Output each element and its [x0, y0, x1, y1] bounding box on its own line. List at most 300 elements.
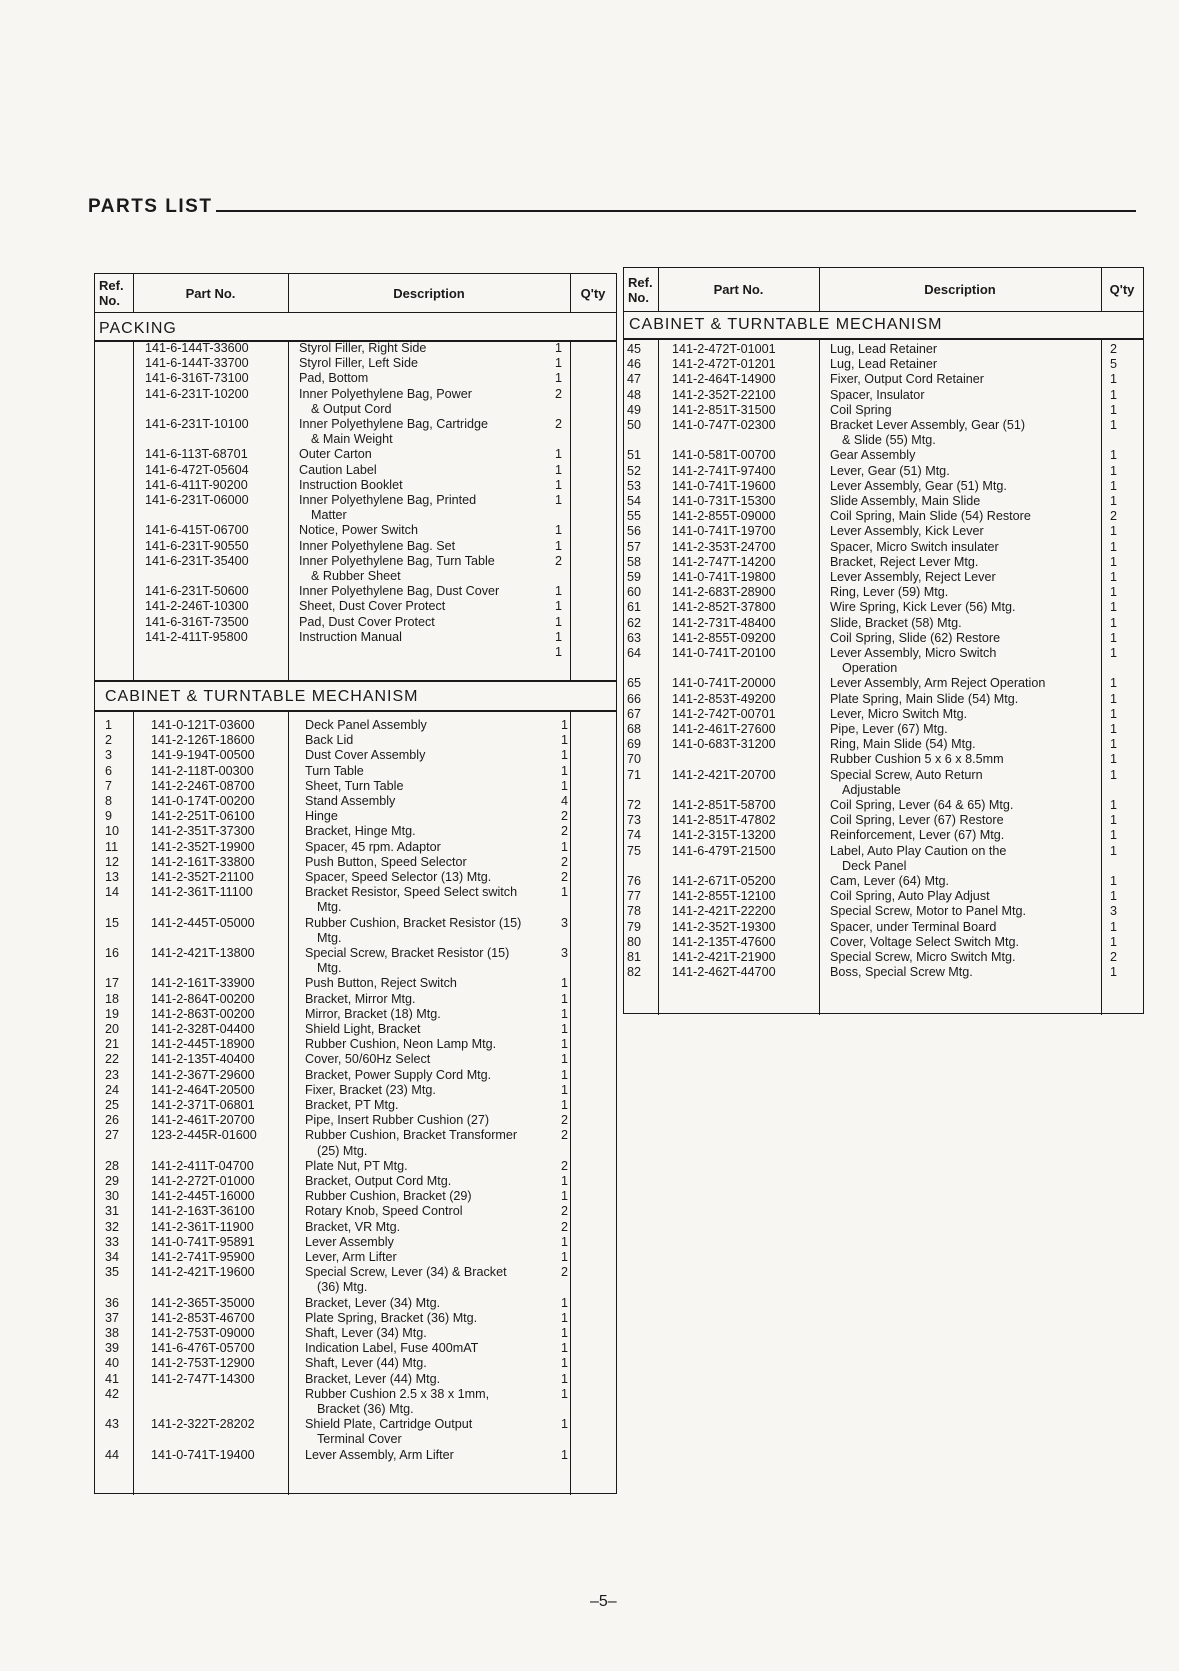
- description: Special Screw, Motor to Panel Mtg.: [830, 904, 1026, 919]
- qty: 1: [555, 447, 563, 462]
- qty: 2: [555, 417, 563, 431]
- divider: [819, 268, 820, 311]
- part-no: 141-6-144T-33700: [145, 356, 249, 371]
- part-no: 141-2-855T-09200: [672, 630, 776, 645]
- part-no: 141-2-853T-46700: [151, 1310, 255, 1325]
- description: Pipe, Insert Rubber Cushion (27): [305, 1113, 490, 1128]
- description: Back Lid: [305, 733, 354, 748]
- qty: 1: [1110, 919, 1118, 934]
- ref-no: 46: [627, 357, 642, 372]
- table-row: [95, 1387, 616, 1402]
- qty: 1: [561, 1447, 569, 1462]
- part-no: 141-2-851T-31500: [672, 402, 776, 417]
- qty: 1: [561, 1341, 569, 1356]
- ref-no: 70: [627, 752, 642, 767]
- part-no: 141-0-741T-19700: [672, 524, 776, 539]
- table-row: [95, 402, 616, 417]
- part-no: 141-2-161T-33900: [151, 976, 255, 991]
- part-no: 141-2-351T-37300: [151, 824, 255, 839]
- part-no: 141-2-361T-11100: [151, 885, 253, 900]
- part-no: 141-2-161T-33800: [151, 854, 255, 869]
- divider: [288, 274, 289, 312]
- part-no: 141-2-315T-13200: [672, 828, 776, 843]
- description: Spacer, Micro Switch insulater: [830, 539, 999, 554]
- part-no: 141-2-246T-08700: [151, 778, 255, 793]
- ref-no: 82: [627, 965, 642, 980]
- ref-no: 66: [627, 691, 642, 706]
- table-row: [95, 432, 616, 447]
- qty: 1: [1110, 691, 1118, 706]
- ref-no: 54: [627, 494, 642, 508]
- qty: 2: [1110, 950, 1118, 964]
- section-title-cabinet-right: CABINET & TURNTABLE MECHANISM: [629, 316, 943, 333]
- ref-no: 45: [627, 342, 642, 356]
- ref-no: 48: [627, 387, 642, 402]
- part-no: 141-2-445T-05000: [151, 915, 255, 930]
- ref-no: 64: [627, 646, 642, 660]
- qty: 1: [561, 1250, 569, 1264]
- ref-no: 71: [627, 767, 642, 782]
- page-number: –5–: [590, 1593, 617, 1610]
- table-row: [95, 976, 616, 991]
- description: Bracket, Output Cord Mtg.: [305, 1174, 452, 1188]
- part-no: 141-2-461T-20700: [151, 1113, 255, 1128]
- table-row: [95, 1356, 616, 1371]
- qty: 1: [1110, 570, 1118, 584]
- table-row: [95, 1007, 616, 1022]
- table-row: [624, 342, 1143, 357]
- part-no: 141-2-251T-06100: [151, 809, 255, 824]
- table-row: [95, 885, 616, 900]
- part-no: 141-2-135T-47600: [672, 934, 776, 949]
- part-no: 141-2-246T-10300: [145, 599, 249, 614]
- ref-no: 55: [627, 509, 642, 524]
- table-row: [95, 1311, 616, 1326]
- ref-no: 7: [105, 778, 113, 793]
- qty: 1: [1110, 646, 1118, 660]
- table-row: [95, 946, 616, 961]
- ref-no: 15: [105, 915, 120, 930]
- table-row: [95, 1098, 616, 1113]
- divider: [570, 274, 571, 312]
- description: Bracket, Reject Lever Mtg.: [830, 554, 979, 569]
- qty: 2: [555, 553, 563, 568]
- ref-no: 30: [105, 1189, 120, 1204]
- qty: 1: [1110, 418, 1118, 432]
- table-row: [624, 372, 1143, 387]
- description: Inner Polyethylene Bag, Power: [299, 386, 472, 401]
- qty: 1: [561, 1098, 569, 1112]
- qty: 1: [555, 477, 563, 492]
- qty: 1: [561, 1006, 569, 1021]
- qty: 1: [555, 538, 563, 553]
- part-no: 141-0-731T-15300: [672, 494, 776, 508]
- qty: 3: [561, 915, 569, 930]
- table-row: [95, 1068, 616, 1083]
- table-row: [95, 1296, 616, 1311]
- qty: 1: [561, 885, 569, 900]
- part-no: 141-6-479T-21500: [672, 843, 776, 858]
- header-description: Description: [924, 282, 996, 297]
- description: Ring, Lever (59) Mtg.: [830, 585, 949, 600]
- qty: 1: [555, 584, 563, 599]
- qty: 1: [1110, 463, 1118, 478]
- ref-no: 29: [105, 1174, 120, 1188]
- description: (36) Mtg.: [317, 1280, 368, 1295]
- qty: 2: [561, 1158, 569, 1173]
- qty: 1: [561, 1037, 569, 1052]
- part-no: 141-2-864T-00200: [151, 991, 255, 1006]
- table-row: [624, 540, 1143, 555]
- description: Lever, Micro Switch Mtg.: [830, 706, 968, 721]
- part-no: 141-2-411T-04700: [151, 1158, 254, 1173]
- part-no: 141-0-741T-19800: [672, 570, 776, 584]
- description: Styrol Filler, Right Side: [299, 341, 427, 355]
- qty: 3: [561, 946, 569, 960]
- table-row: [624, 448, 1143, 463]
- table-row: [95, 733, 616, 748]
- part-no: 141-2-118T-00300: [151, 763, 254, 778]
- description: Lever Assembly, Gear (51) Mtg.: [830, 478, 1007, 493]
- table-row: [624, 828, 1143, 843]
- part-no: 141-6-411T-90200: [145, 477, 248, 492]
- ref-no: 26: [105, 1113, 120, 1128]
- description: Push Button, Reject Switch: [305, 976, 457, 991]
- ref-no: 18: [105, 991, 120, 1006]
- description: Turn Table: [305, 763, 364, 778]
- ref-no: 27: [105, 1128, 120, 1143]
- description: Instruction Manual: [299, 629, 402, 644]
- table-row: [95, 1083, 616, 1098]
- ref-no: 9: [105, 809, 113, 824]
- description: Lever Assembly, Arm Lifter: [305, 1447, 454, 1462]
- ref-no: 12: [105, 854, 120, 869]
- description: Rubber Cushion 5 x 6 x 8.5mm: [830, 752, 1004, 767]
- description: Lug, Lead Retainer: [830, 357, 938, 372]
- ref-no: 43: [105, 1417, 120, 1432]
- table-row: [95, 718, 616, 733]
- description: Boss, Special Screw Mtg.: [830, 965, 973, 980]
- description: Sheet, Turn Table: [305, 778, 404, 793]
- ref-no: 61: [627, 600, 642, 615]
- table-row: [624, 737, 1143, 752]
- part-no: 141-6-231T-10100: [145, 417, 249, 431]
- qty: 1: [561, 1082, 569, 1097]
- description: Lever, Arm Lifter: [305, 1250, 397, 1264]
- part-no: 141-6-316T-73100: [145, 371, 249, 386]
- description: Inner Polyethylene Bag. Set: [299, 538, 456, 553]
- part-no: 141-0-741T-19400: [151, 1447, 255, 1462]
- part-no: 141-2-851T-58700: [672, 798, 776, 812]
- qty: 1: [1110, 722, 1118, 736]
- ref-no: 67: [627, 706, 642, 721]
- qty: 2: [561, 854, 569, 869]
- header-ref-line1: Ref.: [99, 278, 124, 293]
- description: Cover, 50/60Hz Select: [305, 1052, 431, 1067]
- part-no: 141-2-741T-97400: [672, 463, 776, 478]
- description: Special Screw, Lever (34) & Bracket: [305, 1265, 507, 1280]
- part-no: 141-6-316T-73500: [145, 614, 249, 629]
- description: Shaft, Lever (44) Mtg.: [305, 1356, 427, 1371]
- ref-no: 79: [627, 919, 642, 934]
- description: Fixer, Bracket (23) Mtg.: [305, 1082, 436, 1097]
- table-row: [95, 794, 616, 809]
- description: Plate Nut, PT Mtg.: [305, 1158, 408, 1173]
- description: Gear Assembly: [830, 448, 916, 463]
- table-row: [95, 371, 616, 386]
- ref-no: 38: [105, 1326, 120, 1340]
- table-row: [95, 584, 616, 599]
- ref-no: 28: [105, 1158, 120, 1173]
- ref-no: 6: [105, 763, 113, 778]
- table-row: [95, 992, 616, 1007]
- table-row: [624, 889, 1143, 904]
- ref-no: 59: [627, 570, 642, 584]
- description: Inner Polyethylene Bag, Printed: [299, 493, 477, 507]
- ref-no: 3: [105, 748, 113, 763]
- description: Rubber Cushion, Bracket (29): [305, 1189, 472, 1204]
- qty: 1: [1110, 402, 1118, 417]
- qty: 1: [555, 645, 563, 659]
- table-row: [95, 508, 616, 523]
- table-header: [95, 274, 616, 313]
- qty: 1: [1110, 372, 1118, 387]
- table-row: [624, 965, 1143, 980]
- qty: 1: [561, 733, 569, 748]
- table-row: [624, 433, 1143, 448]
- table-row: [95, 870, 616, 885]
- qty: 1: [561, 1356, 569, 1371]
- table-row: [95, 447, 616, 462]
- part-no: 141-2-361T-11900: [151, 1219, 254, 1234]
- description: Instruction Booklet: [299, 477, 403, 492]
- ref-no: 62: [627, 615, 642, 630]
- description: Spacer, under Terminal Board: [830, 919, 997, 934]
- part-no: 141-2-352T-22100: [672, 387, 776, 402]
- table-row: [95, 1326, 616, 1341]
- part-no: 141-0-741T-19600: [672, 478, 776, 493]
- description: Inner Polyethylene Bag, Turn Table: [299, 553, 495, 568]
- table-row: [624, 646, 1143, 661]
- description: Hinge: [305, 809, 338, 824]
- table-row: [95, 779, 616, 794]
- part-no: 141-2-462T-44700: [672, 965, 776, 980]
- table-row: [95, 493, 616, 508]
- qty: 1: [1110, 494, 1118, 508]
- description: Bracket (36) Mtg.: [317, 1402, 414, 1416]
- table-row: [624, 752, 1143, 767]
- description: Mtg.: [317, 900, 342, 915]
- ref-no: 75: [627, 843, 642, 858]
- description: Sheet, Dust Cover Protect: [299, 599, 446, 614]
- table-row: [624, 585, 1143, 600]
- table-row: [95, 387, 616, 402]
- part-no: 141-0-581T-00700: [672, 448, 776, 463]
- part-no: 141-2-472T-01201: [672, 357, 776, 372]
- ref-no: 81: [627, 950, 642, 964]
- part-no: 141-2-852T-37800: [672, 600, 776, 615]
- ref-no: 50: [627, 418, 642, 432]
- table-row: [95, 1265, 616, 1280]
- qty: 1: [561, 976, 569, 991]
- ref-no: 24: [105, 1082, 120, 1097]
- ref-no: 60: [627, 585, 642, 600]
- part-no: 141-2-731T-48400: [672, 615, 776, 630]
- part-no: 141-2-445T-16000: [151, 1189, 255, 1204]
- table-row: [95, 961, 616, 976]
- qty: 1: [561, 1174, 569, 1188]
- part-no: 141-2-753T-09000: [151, 1326, 255, 1340]
- header-qty: Q'ty: [1109, 282, 1135, 297]
- table-row: [95, 1220, 616, 1235]
- ref-no: 11: [105, 839, 119, 854]
- table-row: [95, 463, 616, 478]
- header-description: Description: [393, 285, 465, 301]
- description: Fixer, Output Cord Retainer: [830, 372, 984, 387]
- part-no: 141-2-464T-20500: [151, 1082, 255, 1097]
- qty: 1: [561, 1326, 569, 1340]
- table-row: [624, 783, 1143, 798]
- part-no: 141-6-415T-06700: [145, 523, 249, 538]
- table-row: [95, 1159, 616, 1174]
- table-row: [95, 748, 616, 763]
- description: Cover, Voltage Select Switch Mtg.: [830, 934, 1019, 949]
- description: Shield Light, Bracket: [305, 1022, 421, 1036]
- divider: [624, 338, 1143, 340]
- qty: 1: [1110, 767, 1118, 782]
- qty: 1: [555, 493, 563, 507]
- description: Bracket Resistor, Speed Select switch: [305, 885, 518, 900]
- qty: 4: [561, 794, 569, 808]
- table-row: [624, 661, 1143, 676]
- qty: 1: [1110, 524, 1118, 539]
- description: Rubber Cushion 2.5 x 38 x 1mm,: [305, 1386, 490, 1401]
- ref-no: 42: [105, 1386, 120, 1401]
- header-qty: Q'ty: [580, 285, 606, 301]
- description: Slide Assembly, Main Slide: [830, 494, 981, 508]
- part-no: 123-2-445R-01600: [151, 1128, 257, 1143]
- table-row: [95, 599, 616, 614]
- part-no: 141-2-272T-01000: [151, 1174, 255, 1188]
- description: Coil Spring: [830, 402, 892, 417]
- description: & Main Weight: [311, 432, 393, 447]
- ref-no: 17: [105, 976, 120, 991]
- description: Lever Assembly, Kick Lever: [830, 524, 984, 539]
- ref-no: 23: [105, 1067, 120, 1082]
- description: Bracket, Power Supply Cord Mtg.: [305, 1067, 492, 1082]
- qty: 1: [561, 1052, 569, 1067]
- description: Matter: [311, 508, 347, 523]
- table-row: [95, 1402, 616, 1417]
- ref-no: 69: [627, 737, 642, 752]
- ref-no: 14: [105, 885, 120, 900]
- part-no: 141-2-328T-04400: [151, 1022, 255, 1036]
- part-no: 141-2-853T-49200: [672, 691, 776, 706]
- part-no: 141-2-855T-09000: [672, 509, 776, 524]
- part-no: 141-0-741T-20100: [672, 646, 776, 660]
- description: & Slide (55) Mtg.: [842, 433, 936, 448]
- description: Cam, Lever (64) Mtg.: [830, 874, 949, 888]
- description: Caution Label: [299, 462, 377, 477]
- description: Bracket, Hinge Mtg.: [305, 824, 416, 839]
- description: Outer Carton: [299, 447, 372, 462]
- table-row: [624, 844, 1143, 859]
- qty: 2: [561, 809, 569, 824]
- qty: 1: [561, 839, 569, 854]
- table-row: [95, 931, 616, 946]
- table-row: [95, 1250, 616, 1265]
- table-row: [624, 479, 1143, 494]
- part-no: 141-6-476T-05700: [151, 1341, 255, 1356]
- ref-no: 32: [105, 1219, 120, 1234]
- part-no: 141-6-113T-68701: [145, 447, 248, 462]
- description: Rotary Knob, Speed Control: [305, 1204, 463, 1219]
- table-row: [95, 478, 616, 493]
- part-no: 141-2-753T-12900: [151, 1356, 255, 1371]
- part-no: 141-0-741T-20000: [672, 676, 776, 691]
- part-no: 141-6-144T-33600: [145, 341, 249, 355]
- description: Terminal Cover: [317, 1432, 402, 1447]
- qty: 1: [561, 1371, 569, 1386]
- part-no: 141-6-231T-90550: [145, 538, 249, 553]
- description: Special Screw, Micro Switch Mtg.: [830, 950, 1016, 964]
- qty: 1: [561, 748, 569, 763]
- table-row: [624, 707, 1143, 722]
- table-row: [624, 859, 1143, 874]
- qty: 1: [561, 1234, 569, 1249]
- table-row: [95, 916, 616, 931]
- table-row: [624, 464, 1143, 479]
- part-no: 141-2-365T-35000: [151, 1295, 255, 1310]
- description: Bracket Lever Assembly, Gear (51): [830, 418, 1026, 432]
- ref-no: 10: [105, 824, 120, 839]
- description: Coil Spring, Lever (64 & 65) Mtg.: [830, 798, 1014, 812]
- part-no: 141-2-367T-29600: [151, 1067, 255, 1082]
- table-row: [624, 494, 1143, 509]
- part-no: 141-2-421T-22200: [672, 904, 776, 919]
- table-row: [95, 1189, 616, 1204]
- part-no: 141-6-231T-06000: [145, 493, 249, 507]
- description: Reinforcement, Lever (67) Mtg.: [830, 828, 1005, 843]
- table-row: [95, 840, 616, 855]
- qty: 1: [555, 523, 563, 538]
- qty: 1: [555, 356, 563, 371]
- section-title-cabinet-left: CABINET & TURNTABLE MECHANISM: [105, 688, 419, 705]
- part-no: 141-2-472T-01001: [672, 342, 776, 356]
- ref-no: 57: [627, 539, 642, 554]
- page-title: PARTS LIST: [88, 196, 213, 217]
- description: & Rubber Sheet: [311, 569, 401, 583]
- ref-no: 21: [105, 1037, 120, 1052]
- description: Pad, Bottom: [299, 371, 369, 386]
- table-row: [624, 692, 1143, 707]
- description: Rubber Cushion, Bracket Resistor (15): [305, 915, 522, 930]
- qty: 1: [555, 371, 563, 386]
- description: Lever Assembly, Micro Switch: [830, 646, 997, 660]
- ref-no: 52: [627, 463, 642, 478]
- qty: 5: [1110, 357, 1118, 372]
- qty: 2: [1110, 509, 1118, 524]
- part-no: 141-2-671T-05200: [672, 874, 776, 888]
- part-no: 141-2-421T-21900: [672, 950, 776, 964]
- table-row: [624, 616, 1143, 631]
- part-no: 141-0-174T-00200: [151, 794, 255, 808]
- table-row: [95, 1113, 616, 1128]
- part-no: 141-2-163T-36100: [151, 1204, 255, 1219]
- description: Special Screw, Bracket Resistor (15): [305, 946, 510, 960]
- description: Inner Polyethylene Bag, Cartridge: [299, 417, 489, 431]
- table-row: [624, 403, 1143, 418]
